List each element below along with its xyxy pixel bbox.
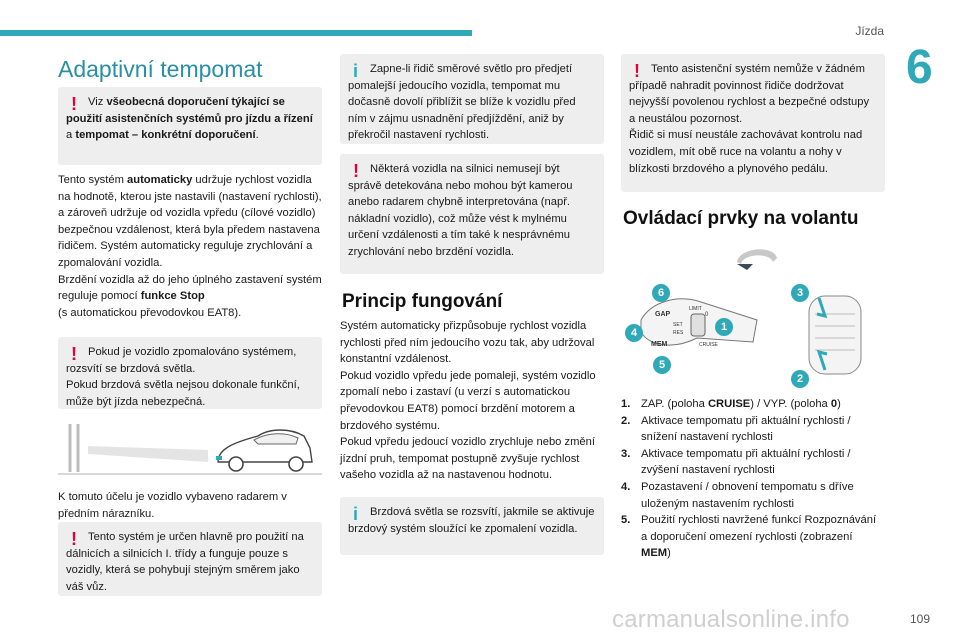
info-box-overtaking: i Zapne-li řidič směrové světlo pro předjetí pomalejší jedoucího vozidla, tempomat mu dočasně dovolí přiblížit se blíže k vozidlu před ním v zájmu usnadnění předjíždění, aniž by překročil nastavení rychlosti. (340, 54, 604, 144)
section-heading-principle: Princip fungování (342, 291, 503, 312)
principle-paragraph: Systém automaticky přizpůsobuje rychlost vozidla rychlosti před ním jedoucího vozu tak, aby udržoval konstantní vzdálenost. Pokud vozidlo vpředu jede pomaleji, systém vozidlo zpomalí nebo i zastaví (u verzí s automatickou převodovkou EAT8) pomocí brzdění motorem a brzdového systému. Pokud vpředu jedoucí vozidlo zrychluje nebo změní jízdní pruh, tempomat postupně zvyšuje rychlost vašeho vozidla až na nastavenou hodnotu. (340, 320, 596, 482)
list-item: 2. Aktivace tempomatu při aktuální rychlosti / snížení nastavení rychlosti (621, 414, 851, 444)
warning-box-detection: ! Některá vozidla na silnici nemusejí být správě detekována nebo mohou být kamerou anebo radarem chybně interpretována (např. nákladní vozidlo), což může vést k mylnému určení vzdálenosti a tím také k nesprávnému zrychlování nebo brzdění vozidla. (340, 154, 604, 274)
list-item: 1. ZAP. (poloha CRUISE) / VYP. (poloha 0) (621, 398, 841, 410)
label-off: 0 (705, 312, 709, 318)
controls-list (621, 396, 885, 562)
warning-box-usage: ! Tento systém je určen hlavně pro použití na dálnicích a silnicích I. třídy a funguje pouze s vozidly, která se pohybují stejným směrem jako váš vůz. (58, 522, 322, 596)
info-icon: i (353, 61, 359, 81)
car-radar-illustration (58, 418, 322, 478)
cruise-stalk-diagram (621, 280, 771, 372)
page-title: Adaptivní tempomat (58, 56, 263, 82)
warning-box-driver-attention: ! Tento asistenční systém nemůže v žádném případě nahradit povinnost řidiče dodržovat nejvyšší povolenou rychlost a bezpečné odstupy a neustálou pozornost. Řidič si musí neustále zachovávat kontrolu nad vozidlem, mít obě ruce na volantu a nohy v blízkosti brzdového a plynového pedálu. (621, 54, 885, 192)
label-set: SET (673, 322, 683, 328)
badge-4: 4 (625, 324, 643, 342)
watermark: carmanualsonline.info (612, 606, 850, 633)
warning-icon: ! (71, 529, 77, 549)
intro-paragraph: Tento systém automaticky udržuje rychlost vozidla na hodnotě, kterou jste nastavili (nastavení rychlosti), a zároveň udržuje od vozidla vpředu (cílové vozidlo) bezpečnou vzdálenost, která byla předem nastavena řidičem. Systém automaticky reguluje zrychlování a zpomalování vozidla. Brzdění vozidla až do jeho úplného zastavení systém reguluje pomocí funkce Stop (s automatickou převodovkou EAT8). (58, 174, 322, 319)
list-item: 5. Použití rychlosti navržené funkcí Rozpoznávání a doporučení omezení rychlosti (zobrazení MEM) (621, 514, 877, 560)
warning-box-general: ! Viz všeobecná doporučení týkající se použití asistenčních systémů pro jízdu a řízení a tempomat – konkrétní doporučení. (58, 87, 322, 165)
label-limit: LIMIT (689, 306, 702, 312)
warning-icon: ! (353, 161, 359, 181)
info-icon: i (353, 504, 359, 524)
info-box-brake-lights: i Brzdová světla se rozsvítí, jakmile se aktivuje brzdový systém sloužící ke zpomalení vozidla. (340, 497, 604, 555)
badge-6: 6 (652, 284, 670, 302)
label-mem: MEM (651, 341, 668, 348)
chapter-number: 6 (906, 41, 933, 94)
warning-icon: ! (71, 94, 77, 114)
warning-icon: ! (71, 344, 77, 364)
label-cruise: CRUISE (699, 342, 718, 348)
label-res: RES (673, 330, 684, 336)
badge-1: 1 (715, 318, 733, 336)
badge-2: 2 (791, 370, 809, 388)
badge-3: 3 (791, 284, 809, 302)
section-heading-controls: Ovládací prvky na volantu (623, 208, 859, 229)
list-item: 4. Pozastavení / obnovení tempomatu s dříve uloženým nastavením rychlosti (621, 480, 854, 510)
steering-wheel-icon (733, 240, 779, 276)
warning-icon: ! (634, 61, 640, 81)
warning-box-brake-lights: ! Pokud je vozidlo zpomalováno systémem, rozsvítí se brzdová světla. Pokud brzdová světla nejsou dokonale funkční, může být jízda nebezpečná. (58, 337, 322, 409)
cruise-side-diagram (797, 290, 885, 380)
section-label: Jízda (855, 24, 884, 38)
page-number: 109 (909, 612, 930, 626)
badge-5: 5 (653, 356, 671, 374)
top-accent-bar (0, 30, 472, 36)
radar-paragraph: K tomuto účelu je vozidlo vybaveno radarem v předním nárazníku. (58, 491, 287, 520)
list-item: 3. Aktivace tempomatu při aktuální rychlosti / zvýšení nastavení rychlosti (621, 447, 851, 477)
label-gap: GAP (655, 311, 671, 318)
